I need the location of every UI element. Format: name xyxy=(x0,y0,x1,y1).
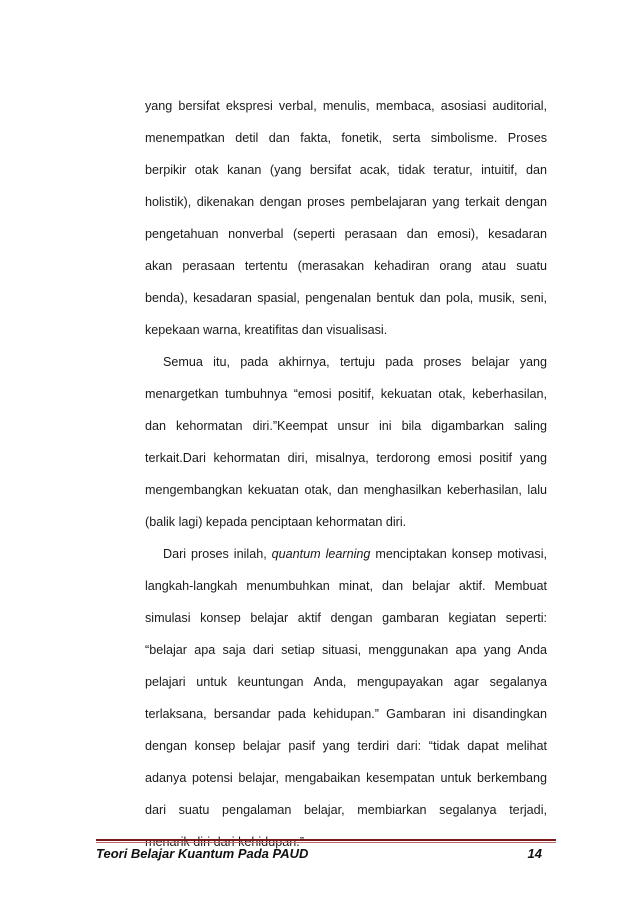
emphasized-term: quantum learning xyxy=(271,547,371,561)
text-line: yang bersifat ekspresi verbal, menulis, membaca, asosiasi auditorial, xyxy=(145,99,547,113)
text-line: menempatkan detil dan fakta, fonetik, serta simbolisme. Proses xyxy=(145,131,547,145)
paragraph-start-line: Semua itu, pada akhirnya, tertuju pada proses belajar yang xyxy=(163,355,547,369)
text-line: kepekaan warna, kreatifitas dan visualisasi. xyxy=(145,323,388,337)
paragraph-start-line xyxy=(163,544,547,564)
footer-title: Teori Belajar Kuantum Pada PAUD xyxy=(96,846,309,861)
text-line: benda), kesadaran spasial, pengenalan bentuk dan pola, musik, seni, xyxy=(145,291,547,305)
text-line: holistik), dikenakan dengan proses pembelajaran yang terkait dengan xyxy=(145,195,547,209)
text-line: dengan konsep belajar pasif yang terdiri dari: “tidak dapat melihat xyxy=(145,739,547,753)
text-line: “belajar apa saja dari setiap situasi, menggunakan apa yang Anda xyxy=(145,643,547,657)
page-number: 14 xyxy=(527,846,542,861)
text-line: akan perasaan tertentu (merasakan kehadiran orang atau suatu xyxy=(145,259,547,273)
text-line: mengembangkan kekuatan otak, dan menghasilkan keberhasilan, lalu xyxy=(145,483,547,497)
text-line: (balik lagi) kepada penciptaan kehormatan diri. xyxy=(145,515,407,529)
footer-rule xyxy=(96,839,556,841)
text-line: terlaksana, bersandar pada kehidupan.” Gambaran ini disandingkan xyxy=(145,707,547,721)
footer-rule-thin xyxy=(96,842,556,843)
text-line: adanya potensi belajar, mengabaikan kesempatan untuk berkembang xyxy=(145,771,547,785)
text-line: menargetkan tumbuhnya “emosi positif, kekuatan otak, keberhasilan, xyxy=(145,387,547,401)
text-span: Dari proses inilah, xyxy=(163,547,272,561)
text-line: terkait.Dari kehormatan diri, misalnya, terdorong emosi positif yang xyxy=(145,451,547,465)
text-line: dari suatu pengalaman belajar, membiarkan segalanya terjadi, xyxy=(145,803,547,817)
text-line: pengetahuan nonverbal (seperti perasaan dan emosi), kesadaran xyxy=(145,227,547,241)
text-line: simulasi konsep belajar aktif dengan gambaran kegiatan seperti: xyxy=(145,611,547,625)
text-span: menciptakan konsep motivasi, xyxy=(370,547,547,561)
text-line: dan kehormatan diri.”Keempat unsur ini bila digambarkan saling xyxy=(145,419,547,433)
text-line: berpikir otak kanan (yang bersifat acak, tidak teratur, intuitif, dan xyxy=(145,163,547,177)
text-line: pelajari untuk keuntungan Anda, mengupayakan agar segalanya xyxy=(145,675,547,689)
text-line: langkah-langkah menumbuhkan minat, dan belajar aktif. Membuat xyxy=(145,579,547,593)
